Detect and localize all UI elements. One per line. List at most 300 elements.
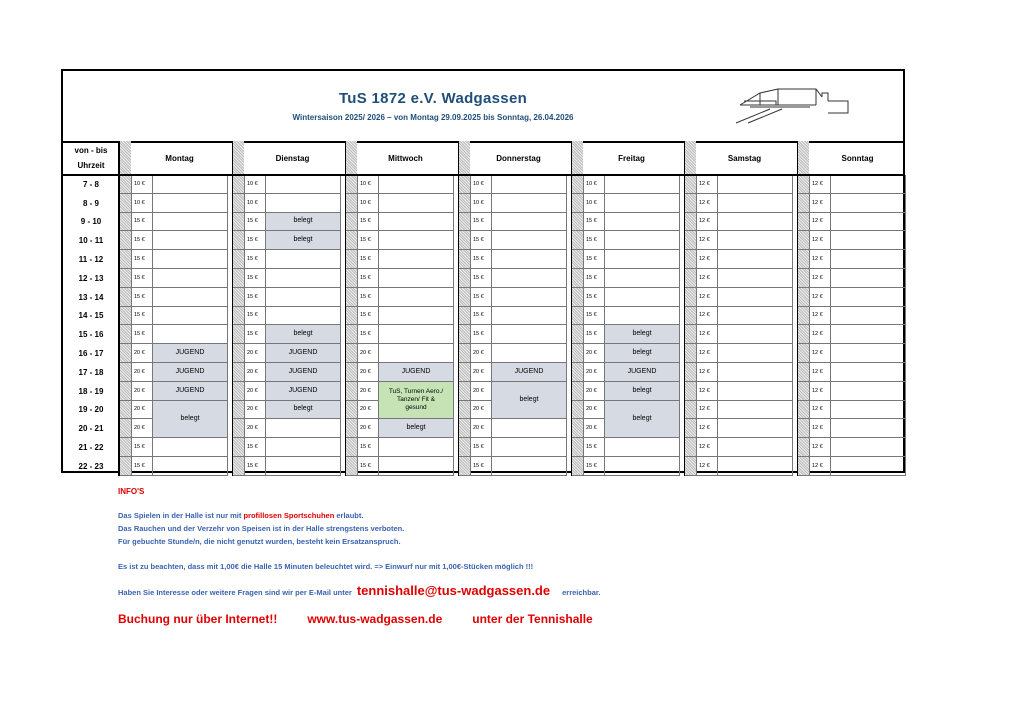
price-cell: 15 € <box>131 457 153 476</box>
free-slot[interactable] <box>379 194 454 213</box>
price-cell: 10 € <box>131 175 153 194</box>
day-separator-hatch <box>458 141 470 175</box>
day-separator-hatch <box>684 288 696 307</box>
price-cell: 15 € <box>583 213 605 232</box>
booked-slot[interactable]: JUGEND <box>266 363 341 382</box>
free-slot[interactable] <box>831 457 906 476</box>
price-cell: 15 € <box>244 269 266 288</box>
price-cell: 15 € <box>583 288 605 307</box>
day-separator-hatch <box>571 250 583 269</box>
day-separator-hatch <box>684 194 696 213</box>
price-cell: 15 € <box>244 438 266 457</box>
day-separator-hatch <box>232 231 244 250</box>
day-separator-hatch <box>458 344 470 363</box>
time-slot-label: 8 - 9 <box>82 198 99 208</box>
free-slot[interactable] <box>831 250 906 269</box>
free-slot[interactable] <box>718 344 793 363</box>
info-light-rule: Es ist zu beachten, dass mit 1,00€ die Halle 15 Minuten beleuchtet wird. => Einwurf nur mit 1,00€-Stücken möglich !!! <box>118 562 534 571</box>
free-slot[interactable] <box>831 175 906 194</box>
time-slot-label: 21 - 22 <box>78 443 104 453</box>
free-slot[interactable] <box>379 344 454 363</box>
free-slot[interactable] <box>831 438 906 457</box>
day-separator-hatch <box>345 141 357 175</box>
free-slot[interactable] <box>718 419 793 438</box>
free-slot[interactable] <box>605 194 680 213</box>
website-link[interactable]: www.tus-wadgassen.de <box>307 612 443 626</box>
free-slot[interactable] <box>718 250 793 269</box>
free-slot[interactable] <box>605 288 680 307</box>
info-highlight: profillosen Sportschuhen <box>243 511 335 520</box>
free-slot[interactable] <box>831 363 906 382</box>
free-slot[interactable] <box>831 288 906 307</box>
price-cell: 15 € <box>470 288 492 307</box>
free-slot[interactable] <box>379 213 454 232</box>
day-separator-hatch <box>119 307 131 326</box>
time-slot-label: 22 - 23 <box>78 461 104 471</box>
info-booking <box>118 612 593 626</box>
free-slot[interactable] <box>831 382 906 401</box>
day-separator-hatch <box>232 344 244 363</box>
free-slot[interactable] <box>718 401 793 420</box>
day-separator-hatch <box>345 307 357 326</box>
free-slot[interactable] <box>492 438 567 457</box>
free-slot[interactable] <box>492 231 567 250</box>
price-cell: 12 € <box>696 419 718 438</box>
day-separator-hatch <box>458 438 470 457</box>
free-slot[interactable] <box>831 401 906 420</box>
day-separator-hatch <box>797 363 809 382</box>
price-cell: 15 € <box>583 250 605 269</box>
free-slot[interactable] <box>718 194 793 213</box>
free-slot[interactable] <box>492 344 567 363</box>
free-slot[interactable] <box>831 231 906 250</box>
price-cell: 15 € <box>583 457 605 476</box>
booked-slot[interactable]: JUGEND <box>605 363 680 382</box>
free-slot[interactable] <box>718 175 793 194</box>
day-separator-hatch <box>458 269 470 288</box>
day-separator-hatch <box>119 438 131 457</box>
day-separator-hatch <box>232 269 244 288</box>
free-slot[interactable] <box>153 250 228 269</box>
time-slot-label: 14 - 15 <box>78 311 104 321</box>
day-separator-hatch <box>797 382 809 401</box>
day-separator-hatch <box>119 269 131 288</box>
email-link[interactable]: tennishalle@tus-wadgassen.de <box>356 583 551 598</box>
price-cell: 20 € <box>357 382 379 401</box>
day-separator-hatch <box>684 307 696 326</box>
day-separator-hatch <box>684 382 696 401</box>
booked-slot[interactable]: belegt <box>266 325 341 344</box>
free-slot[interactable] <box>831 307 906 326</box>
price-cell: 15 € <box>244 307 266 326</box>
free-slot[interactable] <box>831 325 906 344</box>
booked-slot[interactable]: belegt <box>492 382 567 420</box>
free-slot[interactable] <box>831 344 906 363</box>
free-slot[interactable] <box>266 269 341 288</box>
booked-slot[interactable]: JUGEND <box>492 363 567 382</box>
day-separator-hatch <box>458 401 470 420</box>
price-cell: 15 € <box>244 231 266 250</box>
day-separator-hatch <box>119 401 131 420</box>
price-cell: 20 € <box>357 419 379 438</box>
free-slot[interactable] <box>153 175 228 194</box>
day-separator-hatch <box>119 344 131 363</box>
free-slot[interactable] <box>379 288 454 307</box>
day-separator-hatch <box>797 419 809 438</box>
price-cell: 10 € <box>470 194 492 213</box>
price-cell: 20 € <box>470 382 492 401</box>
day-separator-hatch <box>345 213 357 232</box>
day-separator-hatch <box>458 307 470 326</box>
price-cell: 10 € <box>357 194 379 213</box>
price-cell: 10 € <box>131 194 153 213</box>
day-separator-hatch <box>684 175 696 194</box>
day-separator-hatch <box>232 307 244 326</box>
free-slot[interactable] <box>266 250 341 269</box>
price-cell: 15 € <box>131 307 153 326</box>
day-header-mittwoch: Mittwoch <box>388 153 423 163</box>
free-slot[interactable] <box>266 419 341 438</box>
day-separator-hatch <box>684 250 696 269</box>
free-slot[interactable] <box>492 457 567 476</box>
free-slot[interactable] <box>153 213 228 232</box>
day-separator-hatch <box>684 213 696 232</box>
booked-slot[interactable]: JUGEND <box>379 363 454 382</box>
free-slot[interactable] <box>379 269 454 288</box>
day-separator-hatch <box>232 363 244 382</box>
day-separator-hatch <box>458 382 470 401</box>
day-separator-hatch <box>684 344 696 363</box>
price-cell: 20 € <box>131 419 153 438</box>
free-slot[interactable] <box>605 213 680 232</box>
day-separator-hatch <box>458 250 470 269</box>
booked-slot[interactable]: belegt <box>605 382 680 401</box>
day-separator-hatch <box>345 438 357 457</box>
booked-slot[interactable]: belegt <box>605 401 680 439</box>
tennis-hall-logo <box>730 79 870 125</box>
price-cell: 12 € <box>809 401 831 420</box>
free-slot[interactable] <box>266 288 341 307</box>
info-text: Das Spielen in der Halle ist nur mit <box>118 511 244 520</box>
day-separator-hatch <box>797 288 809 307</box>
booked-slot[interactable]: JUGEND <box>153 382 228 401</box>
price-cell: 12 € <box>809 213 831 232</box>
free-slot[interactable] <box>718 325 793 344</box>
day-separator-hatch <box>684 363 696 382</box>
day-separator-hatch <box>345 175 357 194</box>
price-cell: 12 € <box>809 269 831 288</box>
day-separator-hatch <box>232 250 244 269</box>
booked-slot[interactable]: belegt <box>266 231 341 250</box>
day-separator-hatch <box>571 325 583 344</box>
price-cell: 10 € <box>583 175 605 194</box>
price-cell: 15 € <box>357 269 379 288</box>
day-separator-hatch <box>571 457 583 476</box>
price-cell: 15 € <box>357 325 379 344</box>
price-cell: 15 € <box>470 438 492 457</box>
day-separator-hatch <box>571 231 583 250</box>
free-slot[interactable] <box>492 307 567 326</box>
free-slot[interactable] <box>718 363 793 382</box>
price-cell: 12 € <box>809 344 831 363</box>
day-separator-hatch <box>345 363 357 382</box>
free-slot[interactable] <box>492 250 567 269</box>
day-separator-hatch <box>232 457 244 476</box>
time-slot-label: 19 - 20 <box>78 405 104 415</box>
day-separator-hatch <box>232 438 244 457</box>
free-slot[interactable] <box>605 457 680 476</box>
price-cell: 12 € <box>696 194 718 213</box>
price-cell: 15 € <box>244 288 266 307</box>
day-header-dienstag: Dienstag <box>275 153 310 163</box>
booked-slot[interactable]: belegt <box>266 401 341 420</box>
day-separator-hatch <box>797 175 809 194</box>
free-slot[interactable] <box>605 175 680 194</box>
price-cell: 15 € <box>131 269 153 288</box>
booked-slot[interactable]: belegt <box>605 344 680 363</box>
day-separator-hatch <box>345 457 357 476</box>
free-slot[interactable] <box>718 231 793 250</box>
day-separator-hatch <box>458 175 470 194</box>
free-slot[interactable] <box>492 419 567 438</box>
day-separator-hatch <box>119 457 131 476</box>
price-cell: 20 € <box>131 344 153 363</box>
free-slot[interactable] <box>153 194 228 213</box>
free-slot[interactable] <box>718 438 793 457</box>
price-cell: 20 € <box>131 382 153 401</box>
price-cell: 15 € <box>470 457 492 476</box>
free-slot[interactable] <box>605 269 680 288</box>
day-header-sonntag: Sonntag <box>841 153 874 163</box>
day-separator-hatch <box>571 344 583 363</box>
price-cell: 10 € <box>244 194 266 213</box>
price-cell: 12 € <box>809 382 831 401</box>
price-cell: 20 € <box>131 363 153 382</box>
price-cell: 10 € <box>470 175 492 194</box>
booked-slot[interactable]: TuS, Turnen Aero./ Tanzen/ Fit & gesund <box>379 382 454 420</box>
price-cell: 20 € <box>583 419 605 438</box>
day-separator-hatch <box>684 419 696 438</box>
day-separator-hatch <box>119 250 131 269</box>
day-column-divider <box>119 141 120 476</box>
free-slot[interactable] <box>379 231 454 250</box>
price-cell: 12 € <box>809 307 831 326</box>
price-cell: 20 € <box>244 382 266 401</box>
day-column-divider <box>797 141 798 476</box>
day-separator-hatch <box>345 194 357 213</box>
day-separator-hatch <box>119 325 131 344</box>
price-cell: 20 € <box>470 419 492 438</box>
price-cell: 15 € <box>583 269 605 288</box>
day-separator-hatch <box>458 363 470 382</box>
price-cell: 15 € <box>131 438 153 457</box>
day-header-montag: Montag <box>165 153 194 163</box>
schedule-header <box>63 71 903 143</box>
free-slot[interactable] <box>718 213 793 232</box>
time-slot-label: 16 - 17 <box>78 349 104 359</box>
day-separator-hatch <box>345 250 357 269</box>
day-separator-hatch <box>684 325 696 344</box>
day-separator-hatch <box>684 438 696 457</box>
day-separator-hatch <box>571 269 583 288</box>
free-slot[interactable] <box>492 194 567 213</box>
day-separator-hatch <box>797 457 809 476</box>
price-cell: 12 € <box>809 438 831 457</box>
free-slot[interactable] <box>266 438 341 457</box>
price-cell: 20 € <box>470 401 492 420</box>
info-text: Haben Sie Interesse oder weitere Fragen sind wir per E-Mail unter <box>118 588 352 597</box>
price-cell: 12 € <box>696 231 718 250</box>
info-text: erreichbar. <box>562 588 601 597</box>
day-header-samstag: Samstag <box>727 153 762 163</box>
free-slot[interactable] <box>379 457 454 476</box>
free-slot[interactable] <box>153 269 228 288</box>
booked-slot[interactable]: JUGEND <box>266 344 341 363</box>
free-slot[interactable] <box>379 307 454 326</box>
price-cell: 12 € <box>696 250 718 269</box>
price-cell: 15 € <box>583 325 605 344</box>
booked-slot[interactable]: belegt <box>153 401 228 439</box>
price-cell: 12 € <box>809 419 831 438</box>
free-slot[interactable] <box>831 269 906 288</box>
time-slot-label: 13 - 14 <box>78 292 104 302</box>
free-slot[interactable] <box>153 325 228 344</box>
booking-location: unter der Tennishalle <box>472 612 593 626</box>
price-cell: 15 € <box>583 438 605 457</box>
time-slot-label: 10 - 11 <box>78 236 104 246</box>
time-slot-label: 9 - 10 <box>80 217 102 227</box>
price-cell: 20 € <box>470 344 492 363</box>
free-slot[interactable] <box>379 325 454 344</box>
free-slot[interactable] <box>492 325 567 344</box>
price-cell: 20 € <box>583 363 605 382</box>
price-cell: 20 € <box>357 344 379 363</box>
day-separator-hatch <box>345 401 357 420</box>
free-slot[interactable] <box>266 194 341 213</box>
price-cell: 15 € <box>470 307 492 326</box>
day-column-divider <box>458 141 459 476</box>
price-cell: 12 € <box>696 344 718 363</box>
free-slot[interactable] <box>266 457 341 476</box>
free-slot[interactable] <box>605 231 680 250</box>
free-slot[interactable] <box>266 175 341 194</box>
price-cell: 15 € <box>244 213 266 232</box>
time-column-header <box>63 141 119 175</box>
free-slot[interactable] <box>266 307 341 326</box>
day-separator-hatch <box>797 401 809 420</box>
price-cell: 12 € <box>809 194 831 213</box>
free-slot[interactable] <box>718 457 793 476</box>
price-cell: 15 € <box>357 457 379 476</box>
day-separator-hatch <box>232 401 244 420</box>
free-slot[interactable] <box>153 231 228 250</box>
free-slot[interactable] <box>605 250 680 269</box>
booked-slot[interactable]: belegt <box>605 325 680 344</box>
price-cell: 15 € <box>470 250 492 269</box>
day-header-donnerstag: Donnerstag <box>496 153 541 163</box>
day-separator-hatch <box>458 457 470 476</box>
price-cell: 15 € <box>583 307 605 326</box>
day-separator-hatch <box>345 344 357 363</box>
free-slot[interactable] <box>831 419 906 438</box>
free-slot[interactable] <box>718 382 793 401</box>
day-separator-hatch <box>797 325 809 344</box>
free-slot[interactable] <box>718 307 793 326</box>
free-slot[interactable] <box>605 438 680 457</box>
free-slot[interactable] <box>718 288 793 307</box>
price-cell: 10 € <box>244 175 266 194</box>
day-header-freitag: Freitag <box>618 153 645 163</box>
price-cell: 20 € <box>244 419 266 438</box>
free-slot[interactable] <box>831 213 906 232</box>
price-cell: 15 € <box>470 269 492 288</box>
day-separator-hatch <box>571 419 583 438</box>
price-cell: 10 € <box>583 194 605 213</box>
schedule-frame <box>61 69 905 473</box>
free-slot[interactable] <box>605 307 680 326</box>
info-heading: INFO'S <box>118 487 145 496</box>
day-separator-hatch <box>571 141 583 175</box>
day-separator-hatch <box>119 194 131 213</box>
day-separator-hatch <box>345 288 357 307</box>
free-slot[interactable] <box>379 438 454 457</box>
info-shoes-rule <box>118 511 363 520</box>
free-slot[interactable] <box>492 213 567 232</box>
booked-slot[interactable]: JUGEND <box>153 363 228 382</box>
free-slot[interactable] <box>718 269 793 288</box>
price-cell: 12 € <box>696 401 718 420</box>
free-slot[interactable] <box>379 175 454 194</box>
free-slot[interactable] <box>153 288 228 307</box>
price-cell: 20 € <box>583 382 605 401</box>
time-slot-label: 12 - 13 <box>78 273 104 283</box>
time-slot-label: 11 - 12 <box>78 255 104 265</box>
day-separator-hatch <box>571 194 583 213</box>
price-cell: 12 € <box>696 325 718 344</box>
day-column-divider <box>571 141 572 476</box>
price-cell: 15 € <box>131 231 153 250</box>
free-slot[interactable] <box>379 250 454 269</box>
free-slot[interactable] <box>831 194 906 213</box>
price-cell: 12 € <box>809 250 831 269</box>
price-cell: 12 € <box>696 457 718 476</box>
free-slot[interactable] <box>492 175 567 194</box>
day-separator-hatch <box>232 419 244 438</box>
free-slot[interactable] <box>153 438 228 457</box>
day-separator-hatch <box>797 213 809 232</box>
price-cell: 12 € <box>696 307 718 326</box>
day-separator-hatch <box>232 175 244 194</box>
day-separator-hatch <box>571 213 583 232</box>
price-cell: 12 € <box>696 363 718 382</box>
free-slot[interactable] <box>492 269 567 288</box>
booked-slot[interactable]: JUGEND <box>153 344 228 363</box>
price-cell: 15 € <box>583 231 605 250</box>
day-separator-hatch <box>571 382 583 401</box>
free-slot[interactable] <box>153 457 228 476</box>
info-contact <box>118 583 600 598</box>
free-slot[interactable] <box>492 288 567 307</box>
price-cell: 15 € <box>357 213 379 232</box>
free-slot[interactable] <box>153 307 228 326</box>
info-smoking-rule: Das Rauchen und der Verzehr von Speisen ist in der Halle strengstens verboten. <box>118 524 405 533</box>
price-cell: 15 € <box>357 250 379 269</box>
day-separator-hatch <box>119 213 131 232</box>
booked-slot[interactable]: belegt <box>379 419 454 438</box>
booked-slot[interactable]: belegt <box>266 213 341 232</box>
booked-slot[interactable]: JUGEND <box>266 382 341 401</box>
day-separator-hatch <box>684 269 696 288</box>
